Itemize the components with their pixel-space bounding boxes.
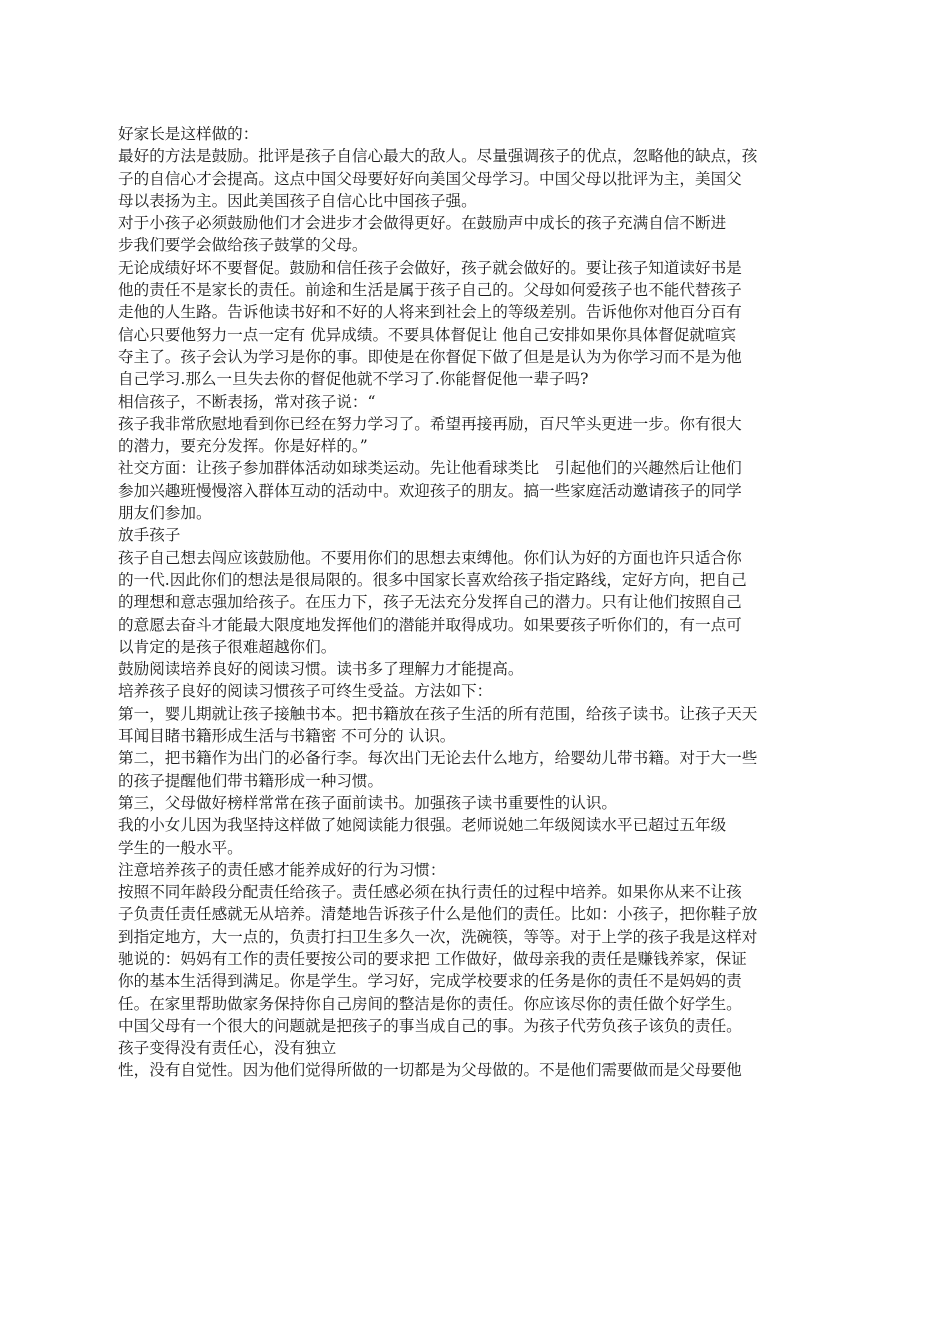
text-line: 第二，把书籍作为出门的必备行李。每次出门无论去什么地方，给婴幼儿带书籍。对于大一些 <box>118 749 758 768</box>
text-line: 子的自信心才会提高。这点中国父母要好好向美国父母学习。中国父母以批评为主，美国父 <box>118 169 742 188</box>
text-line: 任。在家里帮助做家务保持你自己房间的整洁是你的责任。你应该尽你的责任做个好学生。 <box>118 994 742 1013</box>
text-line: 走他的人生路。告诉他读书好和不好的人将来到社会上的等级差别。告诉他你对他百分百有 <box>118 303 742 322</box>
text-line: 的孩子提醒他们带书籍形成一种习惯。 <box>118 771 384 790</box>
text-line: 相信孩子，不断表扬，常对孩子说：“ <box>118 392 376 411</box>
text-line: 中国父母有一个很大的问题就是把孩子的事当成自己的事。为孩子代劳负孩子该负的责任。 <box>118 1016 742 1035</box>
text-line: 参加兴趣班慢慢溶入群体互动的活动中。欢迎孩子的朋友。搞一些家庭活动邀请孩子的同学 <box>118 481 742 500</box>
text-line: 的一代.因此你们的想法是很局限的。很多中国家长喜欢给孩子指定路线，定好方向，把自己 <box>118 570 747 589</box>
text-line: 驰说的：妈妈有工作的责任要按公司的要求把 工作做好，做母亲我的责任是赚钱养家，保证 <box>118 949 747 968</box>
text-line: 好家长是这样做的： <box>118 125 259 143</box>
text-line: 无论成绩好坏不要督促。鼓励和信任孩子会做好，孩子就会做好的。要让孩子知道读好书是 <box>118 258 742 277</box>
text-line: 按照不同年龄段分配责任给孩子。责任感必须在执行责任的过程中培养。如果你从来不让孩 <box>118 883 742 902</box>
text-line: 自己学习.那么一旦失去你的督促他就不学习了.你能督促他一辈子吗? <box>118 370 589 389</box>
text-line: 到指定地方，大一点的，负责打扫卫生多久一次，洗碗筷，等等。对于上学的孩子我是这样对 <box>118 927 758 946</box>
text-line: 的理想和意志强加给孩子。在压力下，孩子无法充分发挥自己的潜力。只有让他们按照自己 <box>118 593 742 612</box>
text-line: 放手孩子 <box>118 526 181 545</box>
document-body <box>118 123 808 1082</box>
text-line: 朋友们参加。 <box>118 504 212 523</box>
text-line: 学生的一般水平。 <box>118 838 243 857</box>
text-line: 的意愿去奋斗才能最大限度地发挥他们的潜能并取得成功。如果要孩子听你们的，有一点可 <box>118 615 742 634</box>
text-line: 第三，父母做好榜样常常在孩子面前读书。加强孩子读书重要性的认识。 <box>118 793 618 812</box>
text-line: 以肯定的是孩子很难超越你们。 <box>118 637 337 656</box>
text-line: 培养孩子良好的阅读习惯孩子可终生受益。方法如下： <box>118 682 493 701</box>
text-line: 鼓励阅读培养良好的阅读习惯。读书多了理解力才能提高。 <box>118 660 524 679</box>
text-line: 耳闻目睹书籍形成生活与书籍密 不可分的 认识。 <box>118 727 456 746</box>
text-line: 母以表扬为主。因此美国孩子自信心比中国孩子强。 <box>118 191 477 210</box>
text-line: 他的责任不是家长的责任。前途和生活是属于孩子自己的。父母如何爱孩子也不能代替孩子 <box>118 281 742 300</box>
text-line: 孩子变得没有责任心，没有独立 <box>118 1039 337 1058</box>
text-line: 孩子我非常欣慰地看到你已经在努力学习了。希望再接再励，百尺竿头更进一步。你有很大 <box>118 414 742 433</box>
text-line: 性，没有自觉性。因为他们觉得所做的一切都是为父母做的。不是他们需要做而是父母要他 <box>118 1061 742 1080</box>
text-line: 夺主了。孩子会认为学习是你的事。即使是在你督促下做了但是是认为为你学习而不是为他 <box>118 347 742 366</box>
text-line: 信心只要他努力一点一定有 优异成绩。不要具体督促让 他自己安排如果你具体督促就喧宾 <box>118 325 737 344</box>
text-line: 社交方面：让孩子参加群体活动如球类运动。先让他看球类比 引起他们的兴趣然后让他们 <box>118 459 742 478</box>
text-line: 孩子自己想去闯应该鼓励他。不要用你们的思想去束缚他。你们认为好的方面也许只适合你 <box>118 548 742 567</box>
text-line: 子负责任责任感就无从培养。清楚地告诉孩子什么是他们的责任。比如：小孩子，把你鞋子放 <box>118 905 758 924</box>
text-line: 步我们要学会做给孩子鼓掌的父母。 <box>118 236 368 255</box>
text-line: 对于小孩子必须鼓励他们才会进步才会做得更好。在鼓励声中成长的孩子充满自信不断进 <box>118 214 727 233</box>
text-line: 我的小女儿因为我坚持这样做了她阅读能力很强。老师说她二年级阅读水平已超过五年级 <box>118 816 727 835</box>
text-line: 的潜力，要充分发挥。你是好样的。” <box>118 437 368 456</box>
text-line: 第一，婴儿期就让孩子接触书本。把书籍放在孩子生活的所有范围，给孩子读书。让孩子天天 <box>118 704 758 723</box>
text-line: 注意培养孩子的责任感才能养成好的行为习惯： <box>118 860 446 879</box>
text-line: 你的基本生活得到满足。你是学生。学习好，完成学校要求的任务是你的责任不是妈妈的责 <box>118 972 742 991</box>
text-line: 最好的方法是鼓励。批评是孩子自信心最大的敌人。尽量强调孩子的优点，忽略他的缺点，孩 <box>118 147 758 166</box>
